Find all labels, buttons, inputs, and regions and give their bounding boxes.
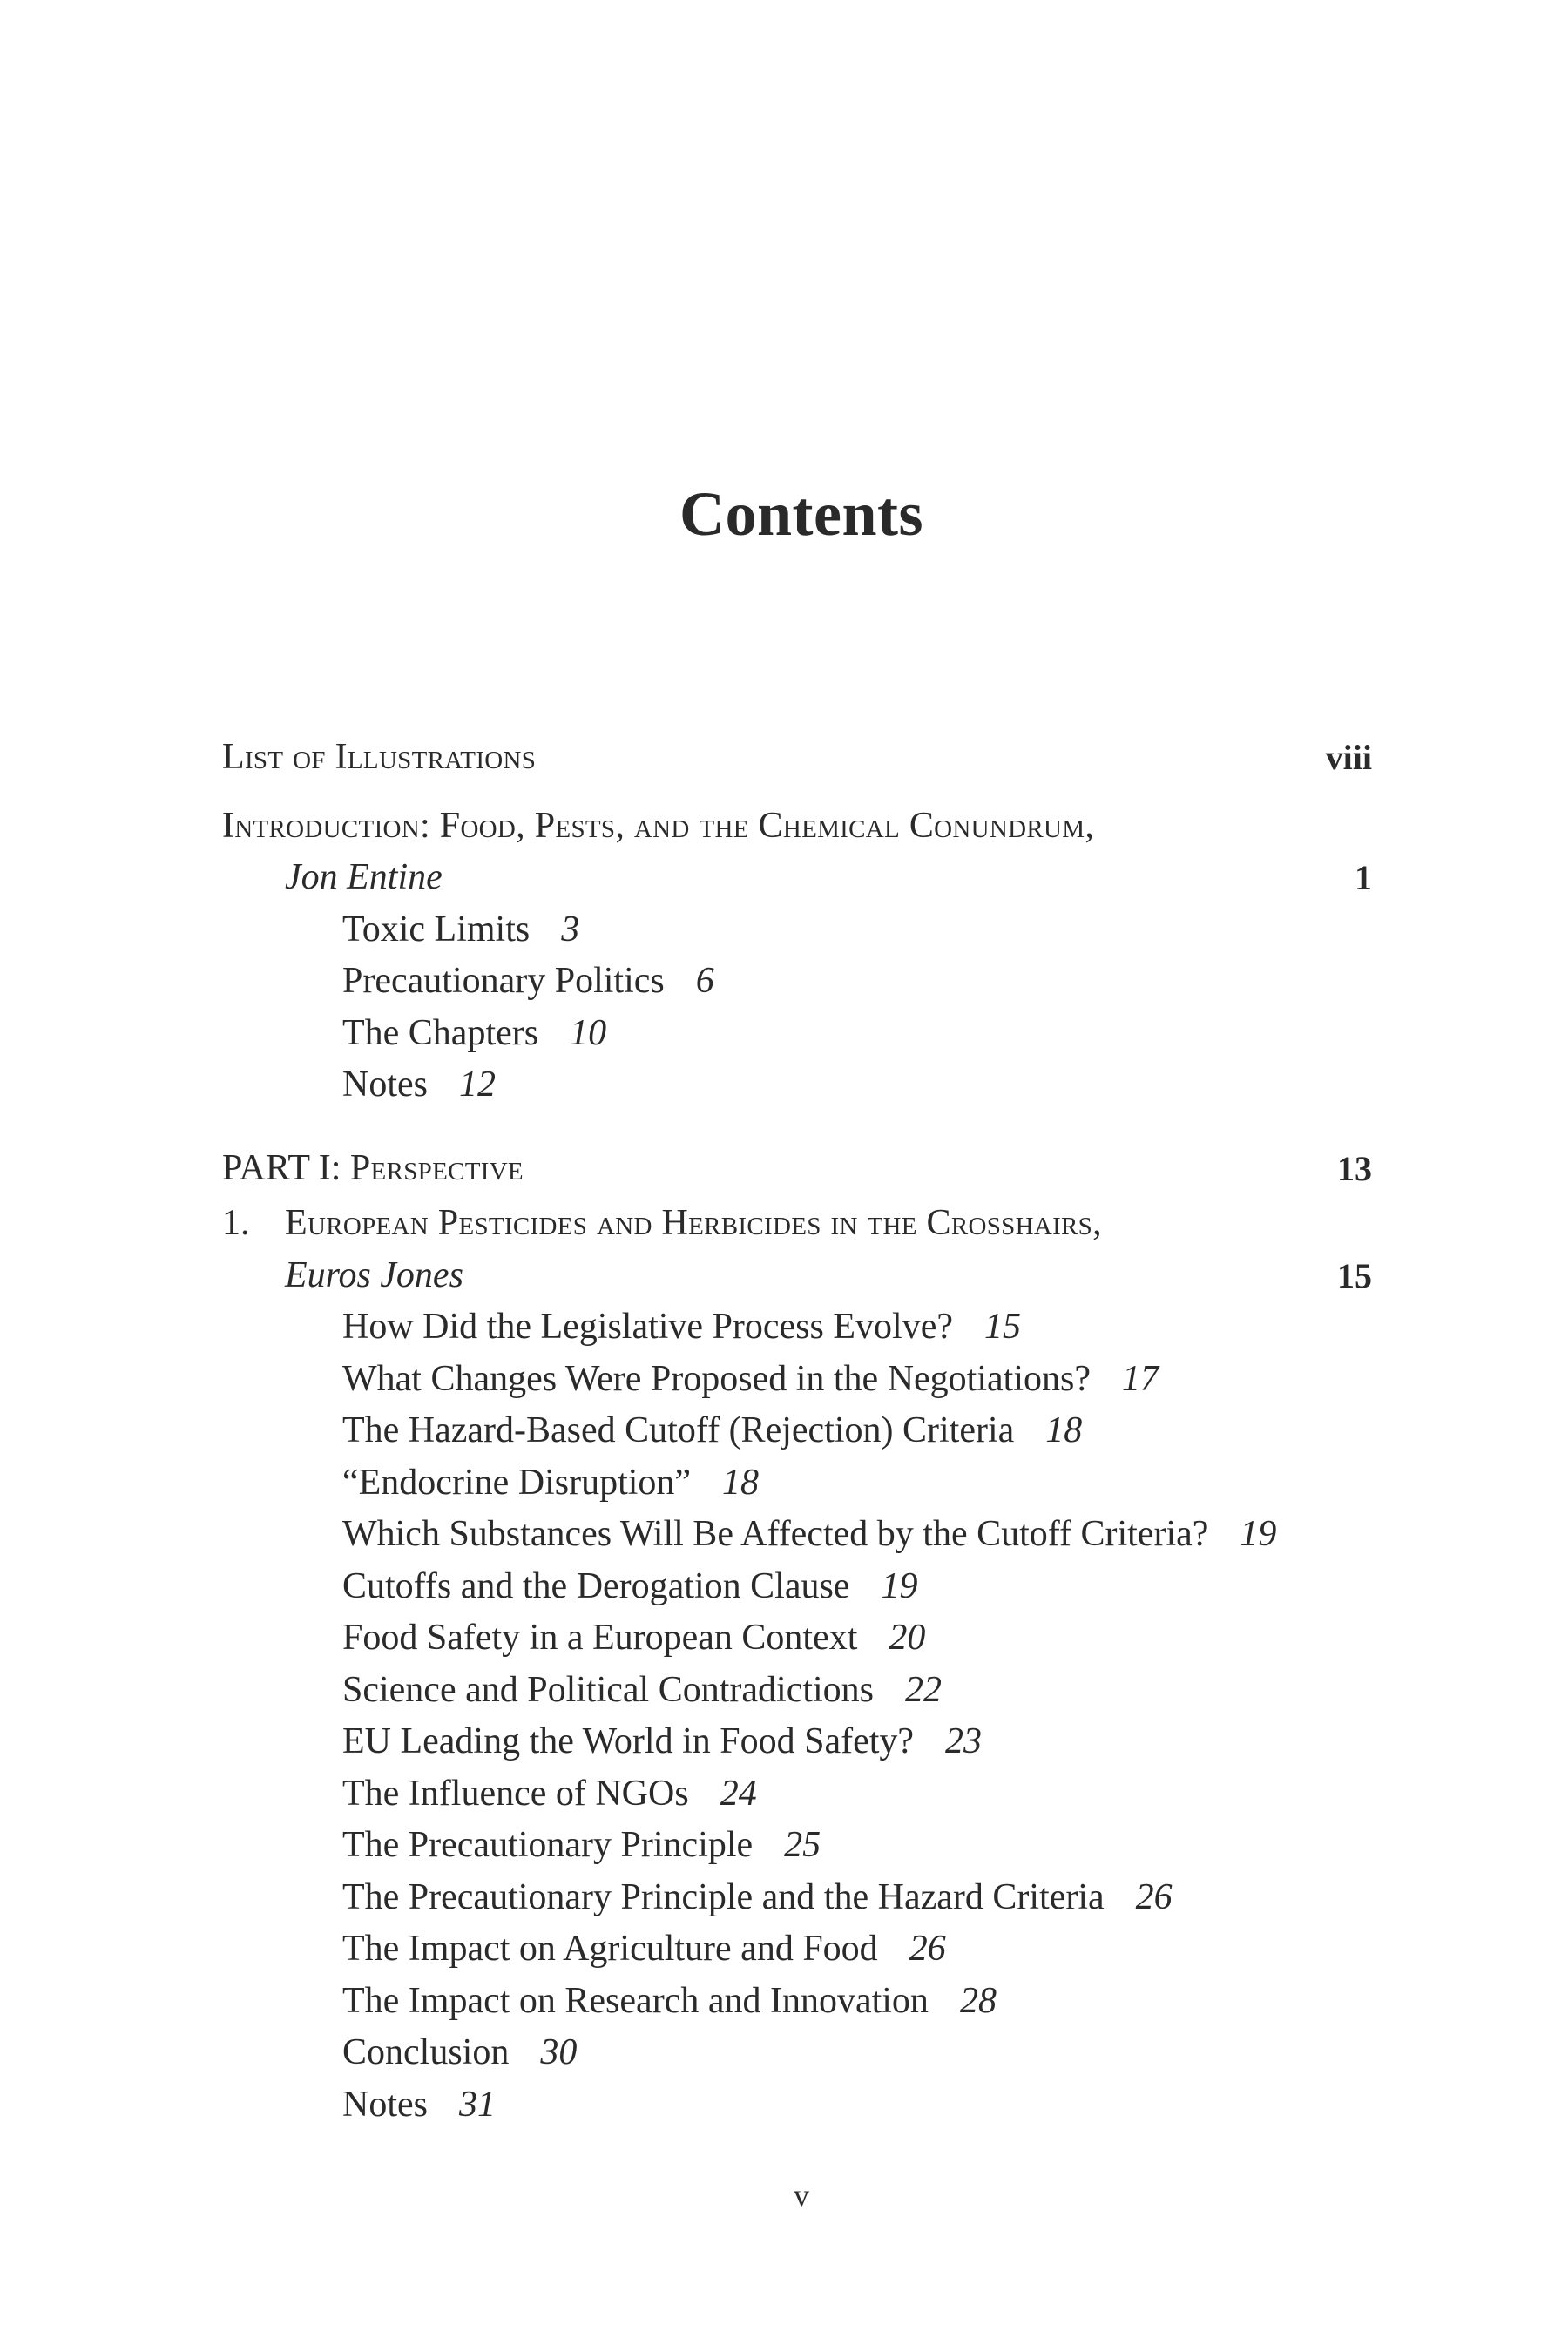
subentry-title: The Chapters: [342, 1012, 539, 1053]
subentry-page: 24: [720, 1773, 757, 1814]
subentry-title: How Did the Legislative Process Evolve?: [342, 1307, 953, 1347]
toc-entry-introduction[interactable]: [222, 801, 1372, 853]
toc-subentry[interactable]: [222, 1561, 1372, 1613]
table-of-contents: [222, 732, 1372, 2131]
toc-subentry[interactable]: [222, 1716, 1372, 1768]
subentry-title: The Influence of NGOs: [342, 1773, 689, 1814]
entry-label: List of Illustrations: [222, 737, 537, 777]
subentry-page: 15: [984, 1307, 1021, 1347]
toc-subentry[interactable]: [222, 956, 1372, 1008]
subentry-page: 31: [459, 2084, 496, 2125]
page-title: Contents: [679, 479, 923, 549]
subentry-title: “Endocrine Disruption”: [342, 1462, 692, 1503]
entry-page: 1: [1355, 858, 1372, 897]
toc-subentry[interactable]: [222, 1457, 1372, 1510]
toc-subentry[interactable]: [222, 1509, 1372, 1561]
subentry-page: 17: [1121, 1358, 1159, 1399]
toc-entry-list-of-illustrations[interactable]: [222, 732, 1372, 784]
subentry-title: Notes: [342, 2084, 428, 2125]
subentry-title: Cutoffs and the Derogation Clause: [342, 1565, 850, 1606]
subentry-page: 19: [881, 1565, 918, 1606]
part-label: Perspective: [349, 1147, 524, 1188]
subentry-title: Toxic Limits: [342, 909, 531, 950]
toc-subentry[interactable]: [222, 2079, 1372, 2132]
toc-subentry[interactable]: [222, 1665, 1372, 1717]
toc-subentry[interactable]: [222, 1612, 1372, 1665]
subentry-title: What Changes Were Proposed in the Negotiations?: [342, 1358, 1091, 1399]
subentry-page: 6: [695, 961, 714, 1001]
subentry-page: 3: [561, 909, 580, 950]
subentry-title: Food Safety in a European Context: [342, 1618, 858, 1658]
subentry-page: 26: [909, 1929, 946, 1969]
entry-author: Euros Jones: [285, 1254, 463, 1295]
subentry-title: Precautionary Politics: [342, 961, 665, 1001]
subentry-page: 23: [945, 1721, 983, 1761]
entry-author: Jon Entine: [285, 857, 443, 897]
subentry-title: EU Leading the World in Food Safety?: [342, 1721, 915, 1761]
subentry-title: Science and Political Contradictions: [342, 1669, 875, 1710]
toc-subentry[interactable]: [222, 1059, 1372, 1112]
subentry-page: 19: [1240, 1514, 1277, 1554]
subentry-title: Notes: [342, 1064, 428, 1105]
chapter-number: 1.: [222, 1203, 250, 1243]
subentry-title: The Hazard-Based Cutoff (Rejection) Criteria: [342, 1410, 1015, 1450]
subentry-page: 30: [540, 2032, 578, 2072]
subentry-page: 18: [1045, 1410, 1083, 1450]
subentry-page: 25: [784, 1825, 821, 1865]
subentry-page: 26: [1135, 1876, 1173, 1917]
toc-entry-introduction-author: [222, 852, 1372, 904]
toc-entry-chapter-1[interactable]: [222, 1198, 1372, 1250]
subentry-page: 20: [889, 1618, 926, 1658]
subentry-title: Conclusion: [342, 2032, 510, 2072]
subentry-title: Which Substances Will Be Affected by the Cutoff Criteria?: [342, 1514, 1209, 1554]
entry-page: viii: [1325, 738, 1372, 777]
entry-page: 15: [1337, 1255, 1372, 1295]
toc-subentry[interactable]: [222, 1301, 1372, 1354]
toc-entry-chapter-1-author: [222, 1250, 1372, 1302]
subentry-page: 22: [905, 1669, 943, 1710]
toc-entry-part-1[interactable]: [222, 1143, 1372, 1195]
toc-subentry[interactable]: [222, 1405, 1372, 1457]
toc-subentry[interactable]: [222, 1976, 1372, 2028]
toc-subentry[interactable]: [222, 1923, 1372, 1976]
subentry-title: The Precautionary Principle: [342, 1825, 754, 1865]
toc-subentry[interactable]: [222, 1354, 1372, 1406]
entry-page: 13: [1337, 1148, 1372, 1188]
subentry-page: 10: [570, 1012, 607, 1053]
toc-subentry[interactable]: [222, 1768, 1372, 1821]
subentry-page: 28: [959, 1980, 997, 2021]
toc-subentry[interactable]: [222, 1008, 1372, 1060]
part-prefix: PART I:: [222, 1147, 341, 1188]
toc-subentry[interactable]: [222, 1872, 1372, 1924]
subentry-title: The Impact on Agriculture and Food: [342, 1929, 878, 1969]
toc-subentry[interactable]: [222, 1820, 1372, 1872]
subentry-title: The Impact on Research and Innovation: [342, 1980, 929, 2021]
subentry-page: 18: [722, 1462, 760, 1503]
page-number: v: [794, 2178, 809, 2213]
subentry-title: The Precautionary Principle and the Hazard Criteria: [342, 1876, 1105, 1917]
subentry-page: 12: [459, 1064, 496, 1105]
entry-label: Introduction: Food, Pests, and the Chemical Conundrum,: [222, 805, 1095, 846]
toc-subentry[interactable]: [222, 904, 1372, 956]
toc-subentry[interactable]: [222, 2027, 1372, 2079]
entry-label: European Pesticides and Herbicides in the Crosshairs,: [285, 1203, 1102, 1243]
